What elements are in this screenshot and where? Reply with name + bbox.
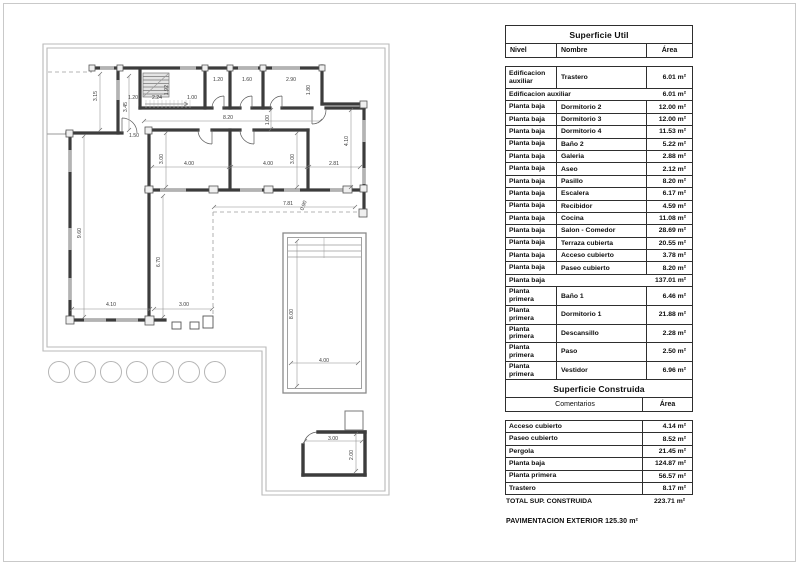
- col-nivel: Nivel: [510, 47, 527, 54]
- cell-area: 8.52 m²: [642, 433, 694, 444]
- table-row: [506, 483, 692, 494]
- cell-nombre: Paso: [556, 343, 646, 361]
- cell-nivel: Planta baja: [509, 264, 545, 272]
- dimension-label: 1.20: [127, 95, 139, 101]
- cell-nivel: Edificacion auxiliar: [509, 90, 571, 98]
- dimension-label: 1.00: [186, 95, 198, 101]
- dimension-label: 4.00: [262, 161, 274, 167]
- cell-nivel: Planta primera: [509, 362, 534, 378]
- table-row: [506, 262, 692, 274]
- dimension-label: 3.00: [178, 302, 190, 308]
- cell-nivel: Planta baja: [509, 214, 545, 222]
- cell-area: 8.20 m²: [646, 262, 694, 273]
- dimension-label: 3.15: [93, 90, 99, 102]
- cell-nivel: Planta baja: [509, 152, 545, 160]
- cell-area: 8.20 m²: [646, 176, 694, 187]
- table-row: [506, 421, 692, 433]
- cell-comentario: Planta primera: [509, 472, 557, 480]
- cell-nombre: Recibidor: [556, 201, 646, 212]
- cell-area: 28.69 m²: [646, 225, 694, 236]
- table-superficie-construida: [505, 379, 693, 507]
- dimension-label: 4.10: [105, 302, 117, 308]
- cell-nivel: Planta baja: [509, 127, 545, 135]
- cell-comentario: Acceso cubierto: [509, 422, 562, 430]
- dimension-label: 1.80: [306, 84, 312, 96]
- dimension-label: 7.81: [282, 201, 294, 207]
- dimension-label: 2.81: [328, 161, 340, 167]
- cell-area: 2.12 m²: [646, 163, 694, 174]
- dimension-label: 2.90: [285, 77, 297, 83]
- cons-rows: [505, 420, 693, 495]
- util-title: Superficie Util: [506, 26, 692, 44]
- cell-area: 11.53 m²: [646, 126, 694, 137]
- cell-area: 6.01 m²: [662, 91, 686, 99]
- cell-area: 6.46 m²: [646, 287, 694, 305]
- cell-nombre: Acceso cubierto: [556, 250, 646, 261]
- cell-nombre: Dormitorio 2: [556, 101, 646, 112]
- dimension-label: 3.45: [123, 101, 129, 113]
- table-row: [506, 343, 692, 362]
- cell-area: 11.08 m²: [646, 213, 694, 224]
- cell-nivel: Planta baja: [509, 165, 545, 173]
- dimension-label: 8.20: [222, 115, 234, 121]
- table-row: [506, 188, 692, 200]
- dimension-label: 4.00: [318, 358, 330, 364]
- trees: [49, 362, 226, 383]
- cell-nivel: Planta baja: [509, 239, 545, 247]
- table-row: [506, 458, 692, 470]
- dimension-label: 1.00: [265, 114, 271, 126]
- cell-area: 20.55 m²: [646, 238, 694, 249]
- cell-nivel: Edificacion auxiliar: [509, 69, 546, 85]
- util-rows: [505, 66, 693, 393]
- cell-area: 4.14 m²: [642, 421, 694, 432]
- col-area: Área: [646, 44, 694, 57]
- cell-nivel: Planta baja: [509, 202, 545, 210]
- cell-nombre: Paseo cubierto: [556, 262, 646, 273]
- cell-nivel: Planta primera: [509, 344, 534, 359]
- cell-area: 12.00 m²: [646, 101, 694, 112]
- dimension-label: 3.00: [290, 153, 296, 165]
- cell-nivel: Planta baja: [509, 177, 545, 185]
- util-header-box: [505, 25, 693, 58]
- cell-nombre: Descansillo: [556, 325, 646, 343]
- dimension-label: 4.10: [344, 135, 350, 147]
- col-comentarios: Comentarios: [555, 401, 595, 408]
- table-row: [506, 471, 692, 483]
- table-row: [506, 163, 692, 175]
- cell-nivel: Planta baja: [509, 140, 545, 148]
- cell-nombre: Galeria: [556, 151, 646, 162]
- table-row: [506, 114, 692, 126]
- cell-area: 2.28 m²: [646, 325, 694, 343]
- cell-area: 124.87 m²: [642, 458, 694, 469]
- cell-nombre: Vestidor: [556, 362, 646, 380]
- cell-comentario: Paseo cubierto: [509, 435, 558, 443]
- table-row: [506, 213, 692, 225]
- table-row: [506, 446, 692, 458]
- cell-nombre: Dormitorio 4: [556, 126, 646, 137]
- cons-total-area: 223.71 m²: [654, 498, 685, 506]
- dimension-label: 2.24: [151, 95, 163, 101]
- trastero-chimney: [345, 411, 363, 430]
- cell-nombre: Baño 2: [556, 139, 646, 150]
- cell-nivel: Planta primera: [509, 288, 534, 304]
- dimension-label: 1.50: [128, 133, 140, 139]
- table-row: [506, 151, 692, 163]
- pavimentacion-note: PAVIMENTACION EXTERIOR 125.30 m²: [506, 518, 638, 525]
- cons-header-box: [505, 379, 693, 412]
- cons-total-label: TOTAL SUP. CONSTRUIDA: [506, 498, 592, 506]
- cell-nombre: Salon - Comedor: [556, 225, 646, 236]
- dimension-label: 6.70: [156, 256, 162, 268]
- col-nombre: Nombre: [556, 44, 646, 57]
- dimension-label: 2.00: [349, 449, 355, 461]
- table-row: [506, 225, 692, 237]
- cell-nivel: Planta baja: [509, 276, 545, 284]
- cell-comentario: Pergola: [509, 447, 534, 455]
- cell-nombre: Dormitorio 1: [556, 306, 646, 324]
- dimension-label: 0.90: [299, 199, 309, 212]
- table-row: [506, 325, 692, 344]
- table-row: [506, 238, 692, 250]
- cell-area: 12.00 m²: [646, 114, 694, 125]
- table-row: [506, 306, 692, 325]
- cons-total-row: [505, 495, 693, 507]
- table-row: [506, 126, 692, 138]
- cell-area: 2.50 m²: [646, 343, 694, 361]
- dimension-label: 1.60: [241, 77, 253, 83]
- cell-nombre: Terraza cubierta: [556, 238, 646, 249]
- dimension-label: 1.20: [212, 77, 224, 83]
- door-arcs: [122, 96, 326, 444]
- cell-nombre: Pasillo: [556, 176, 646, 187]
- cell-area: 6.96 m²: [646, 362, 694, 380]
- cell-area: 5.22 m²: [646, 139, 694, 150]
- table-row: [506, 201, 692, 213]
- pool: [283, 233, 366, 393]
- windows: [70, 68, 364, 320]
- cell-nivel: Planta baja: [509, 115, 545, 123]
- house-walls: [67, 66, 364, 322]
- cell-nivel: Planta baja: [509, 189, 545, 197]
- dimension-label: 9.60: [77, 227, 83, 239]
- cell-nombre: Dormitorio 3: [556, 114, 646, 125]
- dimension-label: 3.00: [159, 153, 165, 165]
- table-row: [506, 139, 692, 151]
- cell-area: 3.78 m²: [646, 250, 694, 261]
- table-row: [506, 362, 692, 381]
- table-row: [506, 101, 692, 113]
- table-row: [506, 67, 692, 89]
- cell-comentario: Trastero: [509, 484, 536, 492]
- cell-area: 137.01 m²: [655, 277, 686, 285]
- cell-nombre: Baño 1: [556, 287, 646, 305]
- cell-area: 56.57 m²: [642, 471, 694, 482]
- table-row: [506, 287, 692, 306]
- cell-area: 21.45 m²: [642, 446, 694, 457]
- cell-nombre: Aseo: [556, 163, 646, 174]
- cell-area: 4.59 m²: [646, 201, 694, 212]
- col-area: Área: [642, 398, 694, 411]
- subtotal-row: [506, 275, 692, 287]
- cell-nombre: Escalera: [556, 188, 646, 199]
- table-superficie-util: [505, 25, 693, 405]
- cell-area: 8.17 m²: [642, 483, 694, 494]
- property-boundary: [43, 44, 389, 495]
- cons-title: Superficie Construida: [506, 380, 692, 398]
- table-row: [506, 176, 692, 188]
- cell-area: 21.88 m²: [646, 306, 694, 324]
- dimension-label: 1.92: [164, 84, 170, 96]
- cell-nombre: Cocina: [556, 213, 646, 224]
- cell-nombre: Trastero: [556, 67, 646, 88]
- cell-area: 6.01 m²: [646, 67, 694, 88]
- dimension-label: 8.00: [289, 308, 295, 320]
- dimension-label: 3.00: [327, 436, 339, 442]
- terrace-steps: [172, 316, 213, 329]
- cell-nivel: Planta baja: [509, 251, 545, 259]
- cons-column-headers: [506, 398, 692, 411]
- cell-nivel: Planta baja: [509, 103, 545, 111]
- cell-nivel: Planta baja: [509, 227, 545, 235]
- cell-area: 2.88 m²: [646, 151, 694, 162]
- dimension-label: 4.00: [183, 161, 195, 167]
- table-row: [506, 250, 692, 262]
- cell-nivel: Planta primera: [509, 306, 534, 322]
- cell-comentario: Planta baja: [509, 459, 545, 467]
- util-column-headers: [506, 44, 692, 57]
- cell-area: 6.17 m²: [646, 188, 694, 199]
- cell-nivel: Planta primera: [509, 325, 534, 341]
- table-row: [506, 433, 692, 445]
- subtotal-row: [506, 89, 692, 101]
